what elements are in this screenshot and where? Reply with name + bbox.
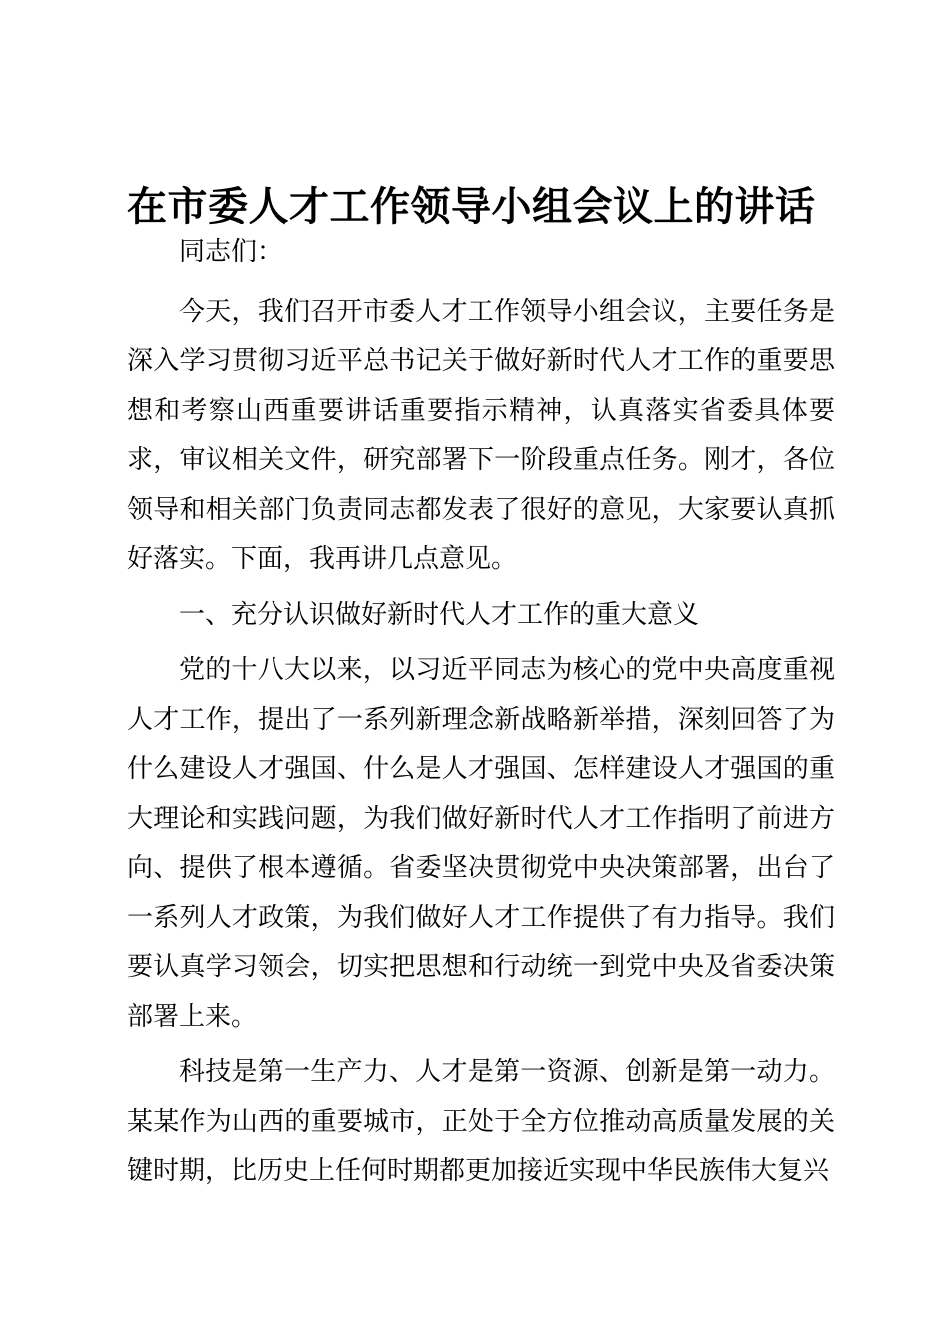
paragraph-science-talent: 科技是第一生产力、人才是第一资源、创新是第一动力。某某作为山西的重要城市，正处于全方位推动高质量发展的关键时期，比历史上任何时期都更加接近实现中华民族伟大复兴 [127, 1057, 835, 1186]
document-title: 在市委人才工作领导小组会议上的讲话 [127, 184, 816, 230]
greeting: 同志们： [179, 237, 284, 267]
paragraph-opening: 今天，我们召开市委人才工作领导小组会议，主要任务是深入学习贯彻习近平总书记关于做好新时代人才工作的重要思想和考察山西重要讲话重要指示精神，认真落实省委具体要求，审议相关文件，研究部署下一阶段重点任务。刚才，各位领导和相关部门负责同志都发表了很好的意见，大家要认真抓好落实。下面，我再讲几点意见。 [127, 296, 835, 574]
document-body [127, 228, 835, 1197]
paragraph-party-congress: 党的十八大以来，以习近平同志为核心的党中央高度重视人才工作，提出了一系列新理念新战略新举措，深刻回答了为什么建设人才强国、什么是人才强国、怎样建设人才强国的重大理论和实践问题，为我们做好新时代人才工作指明了前进方向、提供了根本遵循。省委坚决贯彻党中央决策部署，出台了一系列人才政策，为我们做好人才工作提供了有力指导。我们要认真学习领会，切实把思想和行动统一到党中央及省委决策部署上来。 [127, 655, 835, 1032]
section-heading-1: 一、充分认识做好新时代人才工作的重大意义 [179, 599, 700, 630]
